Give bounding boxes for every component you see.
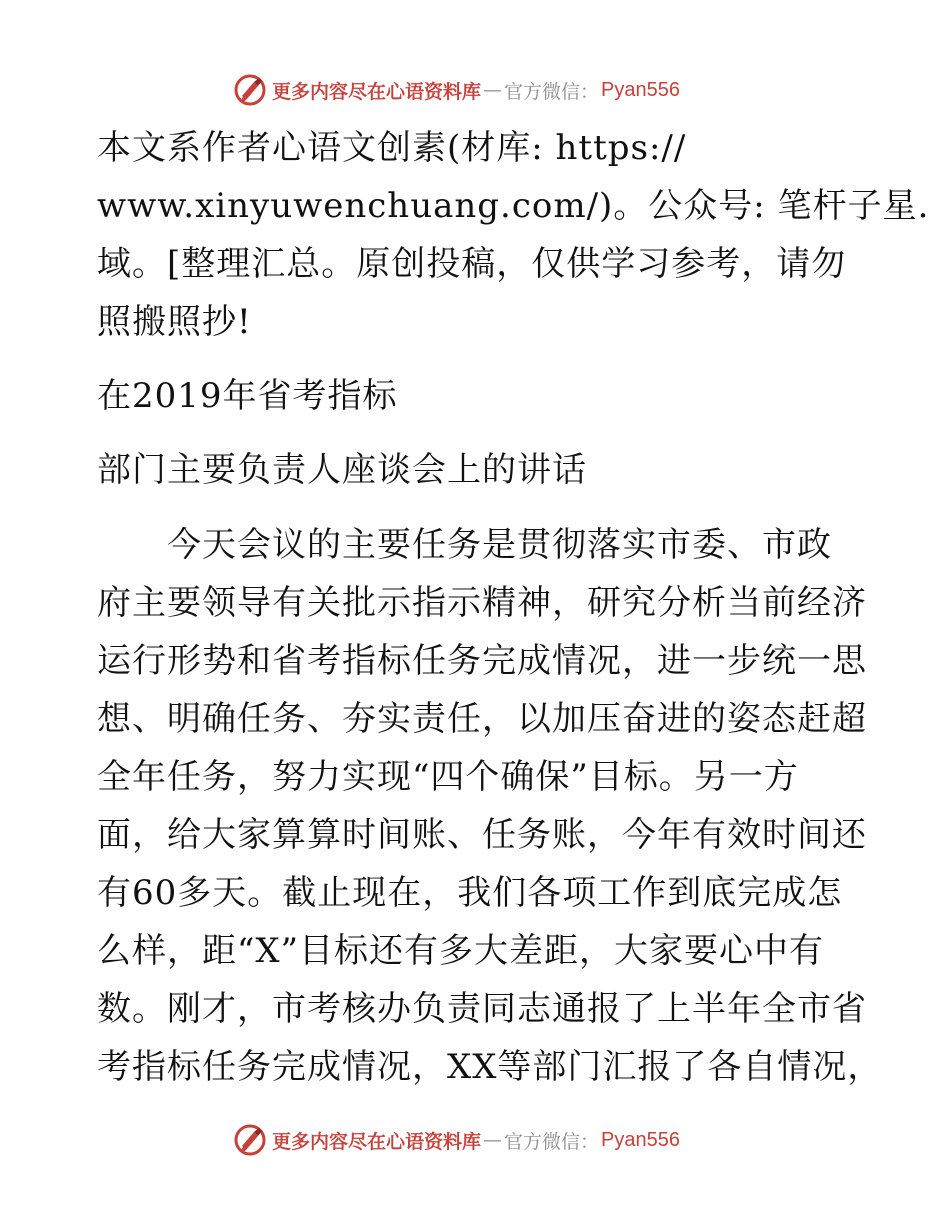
notice-line: 域。[整理汇总。原创投稿，仅供学习参考，请勿 xyxy=(97,244,847,284)
watermark-brand-text: 更多内容尽在心语资料库 xyxy=(272,80,482,103)
notice-line: 照搬照抄! xyxy=(97,302,252,342)
notice-line: 本文系作者心语文创素(材库: https:// xyxy=(97,128,687,168)
watermark-wechat-id: Pyan556 xyxy=(601,78,680,101)
body-line: 考指标任务完成情况，XX等部门汇报了各自情况， xyxy=(97,1047,883,1087)
watermark-banner-bottom xyxy=(232,1120,752,1160)
body-line: 运行形势和省考指标任务完成情况，进一步统一思 xyxy=(97,641,867,681)
watermark-separator: — xyxy=(483,1129,503,1151)
watermark-banner-top xyxy=(232,70,752,110)
body-line: 今天会议的主要任务是贯彻落实市委、市政 xyxy=(97,525,832,565)
body-line: 么样，距“X”目标还有多大差距，大家要心中有 xyxy=(97,931,824,971)
body-line: 想、明确任务、夯实责任，以加压奋进的姿态赶超 xyxy=(97,699,867,739)
document-title-line: 在2019年省考指标 xyxy=(97,376,398,416)
brand-logo-icon xyxy=(232,72,268,108)
watermark-wechat-id: Pyan556 xyxy=(601,1128,680,1151)
watermark-official-label: 官方微信： xyxy=(504,1130,600,1153)
watermark-separator: — xyxy=(483,79,503,101)
body-line: 府主要领导有关批示指示精神，研究分析当前经济 xyxy=(97,583,867,623)
body-line: 面，给大家算算时间账、任务账，今年有效时间还 xyxy=(97,815,867,855)
notice-line: www.xinyuwenchuang.com/)。公众号: 笔杆子星. xyxy=(97,186,930,226)
watermark-official-label: 官方微信： xyxy=(504,80,600,103)
document-title-line: 部门主要负责人座谈会上的讲话 xyxy=(97,450,587,490)
body-line: 全年任务，努力实现“四个确保”目标。另一方 xyxy=(97,757,799,797)
watermark-brand-text: 更多内容尽在心语资料库 xyxy=(272,1130,482,1153)
body-line: 有60多天。截止现在，我们各项工作到底完成怎 xyxy=(97,873,843,913)
brand-logo-icon xyxy=(232,1122,268,1158)
body-line: 数。刚才，市考核办负责同志通报了上半年全市省 xyxy=(97,989,867,1029)
